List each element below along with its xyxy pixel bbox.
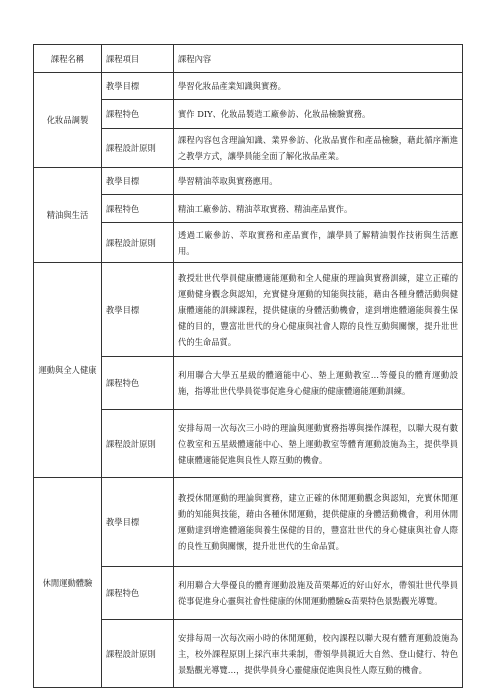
table-row <box>34 478 463 567</box>
course-content: 安排每周一次每次兩小時的休閒運動，校內課程以聯大現有體育運動設施為主，校外課程原則上採汽車共乘制，帶領學員親近大自然、登山健行、特色景點觀光導覽…，提供學員身心靈健康促進與良性人際互動的機會。 <box>174 620 463 688</box>
table-row <box>34 168 463 195</box>
course-item: 課程設計原則 <box>102 223 174 263</box>
course-content: 學習化妝品產業知識與實務。 <box>174 73 463 100</box>
course-content: 利用聯合大學五星級的體適能中心、墊上運動教室…等優良的體育運動設施，指導壯世代學員從事促進身心健康的健康體適能運動訓練。 <box>174 357 463 410</box>
course-content: 課程內容包含理論知識、業界參訪、化妝品實作和產品檢驗，藉此循序漸進之教學方式，讓學員能全面了解化妝品產業。 <box>174 129 463 168</box>
course-item: 教學目標 <box>102 73 174 100</box>
course-item: 課程特色 <box>102 567 174 620</box>
course-item: 教學目標 <box>102 168 174 195</box>
course-name: 化妝品調製 <box>34 73 102 168</box>
course-content: 實作 DIY、化妝品製造工廠參訪、化妝品檢驗實務。 <box>174 100 463 129</box>
course-name: 精油與生活 <box>34 168 102 263</box>
course-name: 運動與全人健康 <box>34 263 102 478</box>
course-content: 教授休閒運動的理論與實務，建立正確的休閒運動觀念與認知，充實休閒運動的知能與技能，藉由各種休閒運動，提供健康的身體活動機會，利用休閒運動達到增進體適能與養生保健的目的，豐富壯世代的身心健康與社會人際的良性互動與關懷，提升壯世代的生命品質。 <box>174 478 463 567</box>
table-row <box>34 73 463 100</box>
course-item: 課程設計原則 <box>102 620 174 688</box>
course-content: 教授壯世代學員健康體適能運動和全人健康的理論與實務訓練，建立正確的運動健身觀念與認知，充實健身運動的知能與技能，藉由各種身體活動與健康體適能的訓練課程，提供健康的身體活動機會，達到增進體適能與養生保健的目的，豐富壯世代的身心健康與社會人際的良性互動與關懷，提升壯世代的生命品質。 <box>174 263 463 357</box>
table-row <box>34 263 463 357</box>
header-course-item: 課程項目 <box>102 45 174 73</box>
course-item: 課程設計原則 <box>102 410 174 478</box>
course-table <box>33 44 463 688</box>
course-item: 教學目標 <box>102 478 174 567</box>
course-content: 透過工廠參訪、萃取實務和產品實作，讓學員了解精油製作技術與生活應用。 <box>174 223 463 263</box>
course-content: 安排每周一次每次三小時的理論與運動實務指導與操作課程，以聯大現有數位教室和五星級體適能中心、墊上運動教室等體育運動設施為主，提供學員健康體適能促進與良性人際互動的機會。 <box>174 410 463 478</box>
course-item: 教學目標 <box>102 263 174 357</box>
header-course-name: 課程名稱 <box>34 45 102 73</box>
course-name: 休閒運動體驗 <box>34 478 102 688</box>
course-content: 學習精油萃取與實務應用。 <box>174 168 463 195</box>
header-row <box>34 45 463 73</box>
header-course-content: 課程內容 <box>174 45 463 73</box>
course-item: 課程特色 <box>102 100 174 129</box>
course-item: 課程特色 <box>102 195 174 223</box>
course-content: 精油工廠參訪、精油萃取實務、精油產品實作。 <box>174 195 463 223</box>
course-content: 利用聯合大學優良的體育運動設施及苗栗鄰近的好山好水，帶領壯世代學員從事促進身心靈與社會性健康的休閒運動體驗&苗栗特色景點觀光導覽。 <box>174 567 463 620</box>
course-item: 課程特色 <box>102 357 174 410</box>
course-item: 課程設計原則 <box>102 129 174 168</box>
